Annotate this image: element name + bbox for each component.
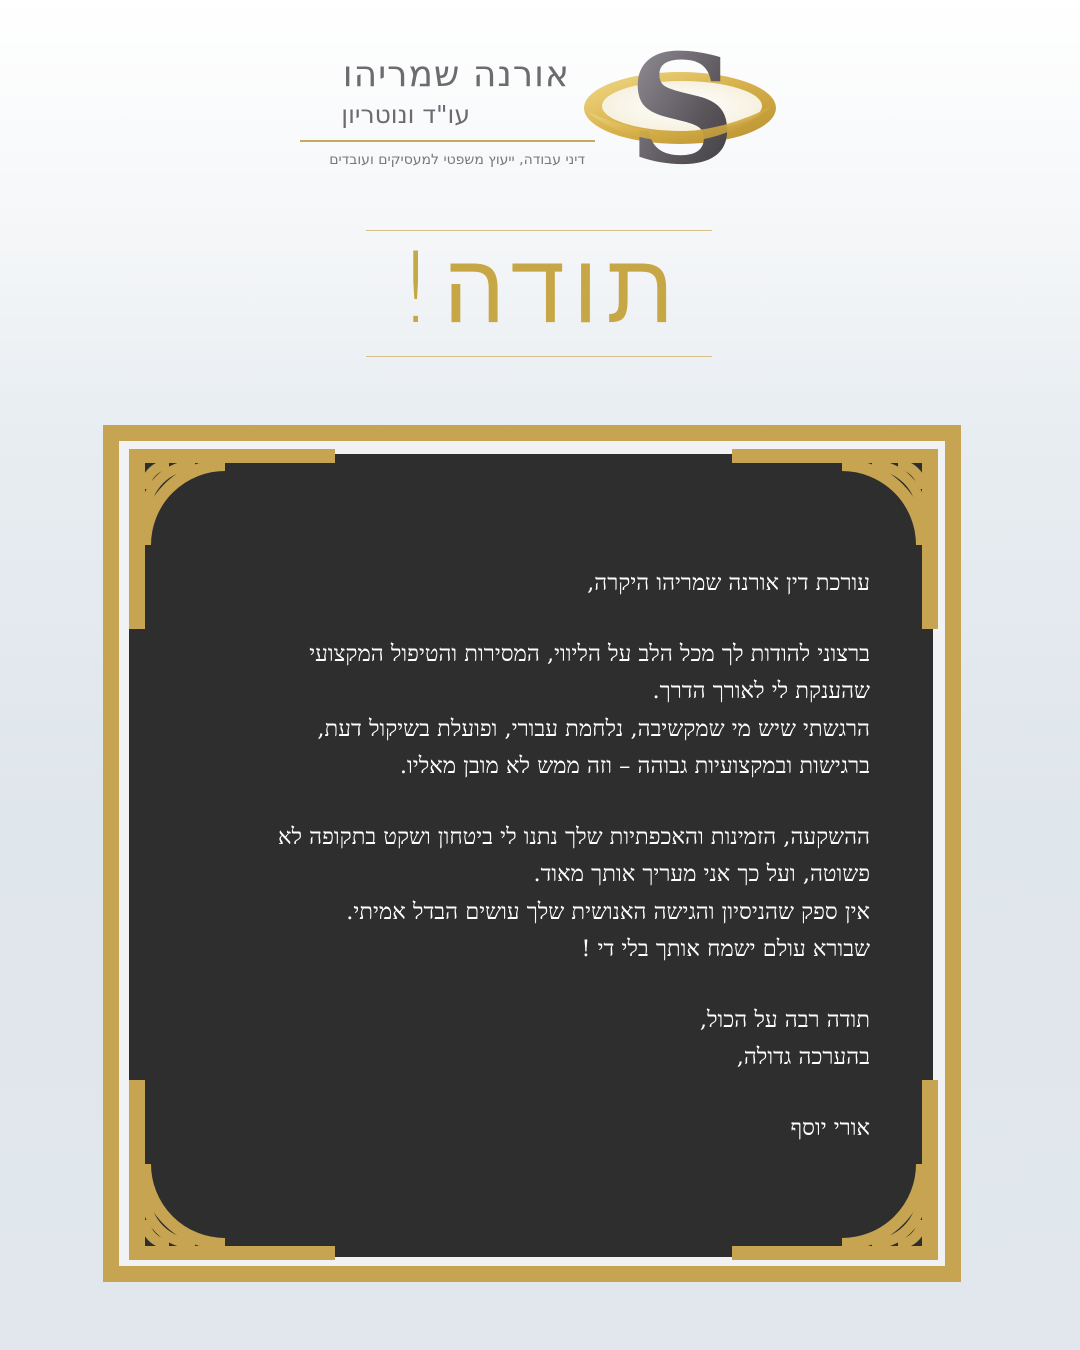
heading-top-rule [366,230,712,231]
letter-line: שהענקת לי לאורך הדרך. [652,678,870,704]
logo-name: אורנה שמריהו [342,54,570,95]
svg-text:S: S [627,36,737,181]
letter-line: שבורא עולם ישמח אותך בלי די ! [581,936,870,962]
letter-line: אין ספק שהניסיון והגישה האנושית שלך עושים הבדל אמיתי. [346,898,870,925]
letter-line: הרגשתי שיש מי שמקשיבה, נלחמת עבורי, ופועלת בשיקול דעת, [317,715,870,742]
letter-greeting: עורכת דין אורנה שמריהו היקרה, [587,570,870,596]
logo-title: עו"ד ונוטריון [341,100,470,129]
letter-line: פשוטה, ועל כך אני מעריך אותך מאוד. [533,861,870,887]
letter-line: ברגישות ובמקצועיות גבוהה – וזה ממש לא מובן מאליו. [399,753,870,779]
thanks-heading-block [366,230,712,357]
logo-subtitle: דיני עבודה, ייעוץ משפטי למעסיקים ועובדים [329,152,585,168]
letter-closing: תודה רבה על הכול, [699,1006,870,1033]
heading-bottom-rule [366,356,712,357]
os-monogram-logo-icon [580,36,780,181]
thank-you-letter [160,565,870,1147]
letter-line: ברצוני להודות לך מכל הלב על הליווי, המסירות והטיפול המקצועי [309,640,870,667]
letter-closing: בהערכה גדולה, [736,1044,870,1070]
letter-signature: אורי יוסף [790,1114,870,1141]
page-title: תודה! [396,232,682,346]
logo-divider [300,140,595,142]
letter-line: ההשקעה, הזמינות והאכפתיות שלך נתנו לי ביטחון ושקט בתקופה לא [277,823,870,850]
header-logo [0,0,1080,200]
